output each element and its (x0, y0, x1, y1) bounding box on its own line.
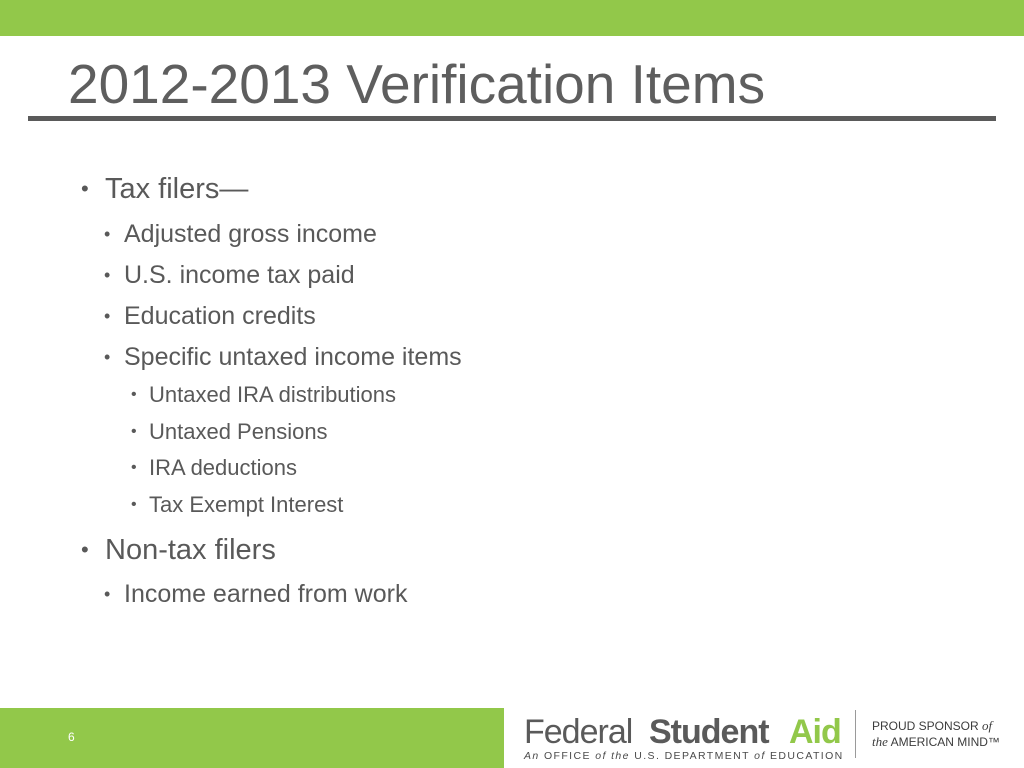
sponsor-line-1 (872, 718, 1000, 734)
bullet-dot: • (81, 537, 89, 562)
logo-sub-of-2: of (754, 750, 766, 762)
bullet-dot: • (104, 265, 111, 285)
bullet-dot: • (104, 347, 111, 367)
logo-word-student: Student (649, 713, 769, 751)
logo-sub-the: the (611, 750, 630, 762)
bullet-item (104, 579, 408, 609)
slide-footer (0, 708, 1024, 768)
bullet-dot: • (81, 176, 89, 201)
bullet-dot: • (104, 306, 111, 326)
bullet-item (104, 301, 316, 331)
bullet-text: U.S. income tax paid (124, 261, 355, 289)
bullet-item (104, 260, 355, 290)
footer-green-band (0, 708, 504, 768)
bullet-item (131, 492, 344, 518)
bullet-dot: • (131, 496, 137, 513)
bullet-dot: • (104, 584, 111, 604)
bullet-item (131, 419, 328, 445)
logo-divider (855, 710, 856, 758)
bullet-dot: • (131, 423, 137, 440)
page-number: 6 (68, 730, 75, 744)
title-underline (28, 116, 996, 121)
bullet-item (131, 382, 397, 408)
bullet-item (81, 533, 276, 567)
federal-student-aid-logo (524, 712, 844, 764)
bullet-text: Education credits (124, 302, 316, 330)
bullet-text: Adjusted gross income (124, 220, 377, 248)
bullet-item (104, 219, 377, 249)
bullet-text: Non-tax filers (105, 534, 276, 566)
bullet-dot: • (131, 459, 137, 476)
logo-sub-department: U.S. DEPARTMENT (634, 750, 750, 762)
bullet-text: Untaxed IRA distributions (149, 382, 397, 407)
logo-sub-of: of (595, 750, 607, 762)
logo-sub-office: OFFICE (543, 750, 591, 762)
logo-sub-an: An (524, 750, 540, 762)
sponsor-line-2 (872, 734, 1000, 750)
bullet-text: Income earned from work (124, 580, 408, 608)
logo-word-federal: Federal (524, 713, 633, 751)
logo-subtitle (524, 750, 844, 762)
sponsor-the: the (872, 734, 888, 749)
logo-sub-education: EDUCATION (769, 750, 844, 762)
bullet-text: Specific untaxed income items (124, 343, 462, 371)
bullet-text: Untaxed Pensions (149, 419, 328, 444)
slide-title: 2012-2013 Verification Items (68, 53, 766, 115)
bullet-text: Tax Exempt Interest (149, 492, 344, 517)
bullet-text: Tax filers— (105, 173, 249, 205)
logo-word-aid: Aid (789, 713, 841, 751)
sponsor-text: PROUD SPONSOR (872, 719, 979, 733)
sponsor-american-mind: AMERICAN MIND™ (890, 735, 1000, 749)
bullet-text: IRA deductions (149, 455, 297, 480)
bullet-item (131, 455, 297, 481)
bullet-item (104, 342, 462, 372)
bullet-dot: • (104, 224, 111, 244)
bullet-dot: • (131, 386, 137, 403)
sponsor-of: of (982, 718, 993, 733)
sponsor-tagline (872, 718, 1000, 750)
top-accent-bar (0, 0, 1024, 36)
bullet-item (81, 172, 249, 206)
